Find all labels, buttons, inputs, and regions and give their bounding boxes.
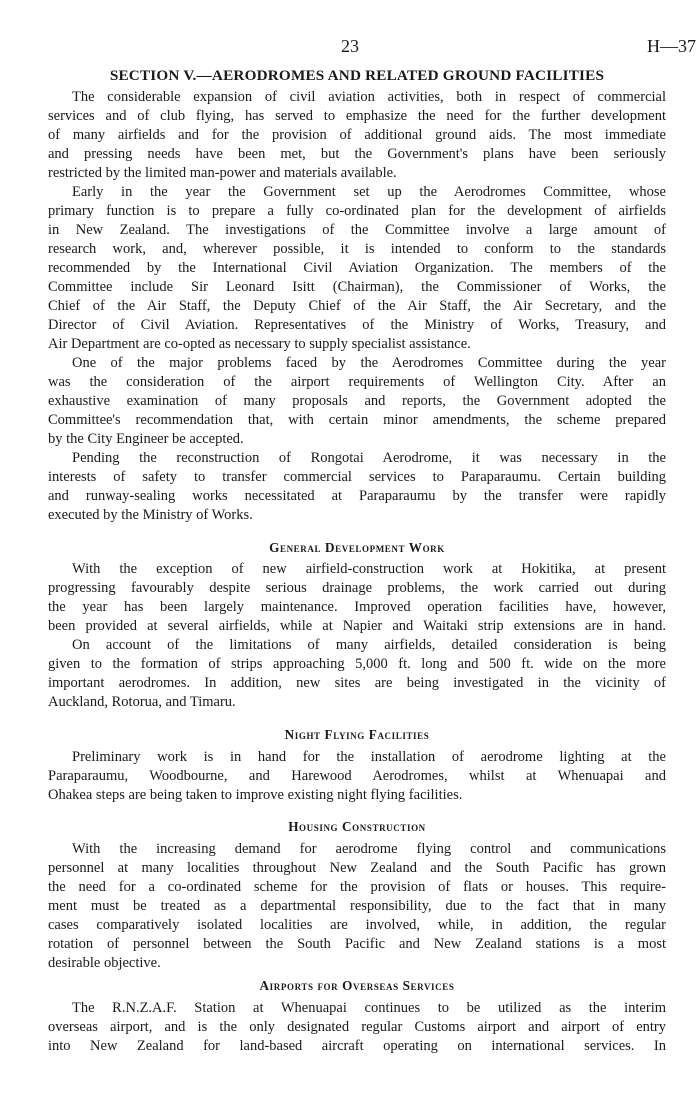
general-development-paragraph-2 bbox=[48, 636, 666, 712]
general-development-paragraph-1 bbox=[48, 560, 666, 636]
text-line: Preliminary work is in hand for the installation of aerodrome lighting at the bbox=[72, 749, 666, 765]
text-line: Director of Civil Aviation. Representatives of the Ministry of Works, Treasury, and bbox=[48, 317, 666, 333]
text-line: restricted by the limited man-power and materials available. bbox=[48, 165, 397, 181]
text-line: Committee include Sir Leonard Isitt (Chairman), the Commissioner of Works, the bbox=[48, 279, 666, 295]
page-header bbox=[48, 0, 696, 56]
text-line: and pressing needs have been met, but the Government's plans have been seriously bbox=[48, 146, 666, 162]
text-line: personnel at many localities throughout New Zealand and the South Pacific has grown bbox=[48, 860, 666, 876]
subheading-housing: Housing Construction bbox=[288, 819, 426, 834]
text-line: Early in the year the Government set up the Aerodromes Committee, whose bbox=[72, 184, 666, 200]
text-line: Paraparaumu, Woodbourne, and Harewood Aerodromes, whilst at Whenuapai and bbox=[48, 768, 666, 784]
text-line: recommended by the International Civil Aviation Organization. The members of the bbox=[48, 260, 666, 276]
night-flying-paragraph bbox=[48, 748, 666, 805]
text-line: Chief of the Air Staff, the Deputy Chief of the Air Staff, the Air Secretary, and the bbox=[48, 298, 666, 314]
intro-paragraph-2 bbox=[48, 183, 666, 354]
text-line: One of the major problems faced by the Aerodromes Committee during the year bbox=[72, 355, 666, 371]
text-line: Pending the reconstruction of Rongotai Aerodrome, it was necessary in the bbox=[72, 450, 666, 466]
text-line: overseas airport, and is the only designated regular Customs airport and airport of entry bbox=[48, 1019, 666, 1035]
subheading-general-development: General Development Work bbox=[269, 540, 445, 555]
text-line: into New Zealand for land-based aircraft operating on international services. In bbox=[48, 1038, 666, 1054]
page-number: 23 bbox=[341, 36, 359, 56]
text-line: exhaustive examination of many proposals and reports, the Government adopted the bbox=[48, 393, 666, 409]
document-code: H—37 bbox=[647, 36, 696, 56]
text-line: of many airfields and for the provision of additional ground aids. The most immediate bbox=[48, 127, 666, 143]
intro-paragraph-3 bbox=[48, 354, 666, 449]
text-line: desirable objective. bbox=[48, 955, 161, 971]
document-page bbox=[48, 0, 696, 1056]
text-line: primary function is to prepare a fully co-ordinated plan for the development of airfields bbox=[48, 203, 666, 219]
text-line: the need for a co-ordinated scheme for the provision of flats or houses. This require- bbox=[48, 879, 666, 895]
housing-paragraph bbox=[48, 840, 666, 973]
text-line: the year has been largely maintenance. Improved operation facilities have, however, bbox=[48, 599, 666, 615]
section-title: SECTION V.—AERODROMES AND RELATED GROUND FACILITIES bbox=[109, 67, 605, 84]
text-line: was the consideration of the airport requirements of Wellington City. After an bbox=[48, 374, 666, 390]
text-line: been provided at several airfields, while at Napier and Waitaki strip extensions are in hand. bbox=[48, 618, 666, 634]
text-line: Air Department are co-opted as necessary to supply specialist assistance. bbox=[48, 336, 471, 352]
text-line: and runway-sealing works necessitated at Paraparaumu by the transfer were rapidly bbox=[48, 488, 666, 504]
text-line: ment must be treated as a departmental responsibility, due to the fact that in many bbox=[48, 898, 666, 914]
airports-paragraph bbox=[48, 999, 666, 1056]
text-line: On account of the limitations of many airfields, detailed consideration is being bbox=[72, 637, 666, 653]
text-line: important aerodromes. In addition, new sites are being investigated in the vicinity of bbox=[48, 675, 666, 691]
text-line: Committee's recommendation that, with certain minor amendments, the scheme prepared bbox=[48, 412, 666, 428]
text-line: progressing favourably despite serious drainage problems, the work carried out during bbox=[48, 580, 666, 596]
intro-paragraph-4 bbox=[48, 449, 666, 525]
text-line: executed by the Ministry of Works. bbox=[48, 507, 253, 523]
subheading-night-flying: Night Flying Facilities bbox=[284, 727, 430, 742]
text-line: With the exception of new airfield-construction work at Hokitika, at present bbox=[72, 561, 666, 577]
text-line: given to the formation of strips approaching 5,000 ft. long and 500 ft. wide on the more bbox=[48, 656, 666, 672]
text-line: Auckland, Rotorua, and Timaru. bbox=[48, 694, 236, 710]
text-line: rotation of personnel between the South Pacific and New Zealand stations is a most bbox=[48, 936, 666, 952]
text-line: in New Zealand. The investigations of the Committee involve a large amount of bbox=[48, 222, 666, 238]
text-line: cases comparatively isolated localities are involved, while, in addition, the regular bbox=[48, 917, 666, 933]
subheading-airports-overseas: Airports for Overseas Services bbox=[259, 978, 455, 993]
text-line: services and of club flying, has served to emphasize the need for the further development bbox=[48, 108, 666, 124]
text-line: by the City Engineer be accepted. bbox=[48, 431, 244, 447]
text-line: research work, and, wherever possible, it is intended to conform to the standards bbox=[48, 241, 666, 257]
text-line: Ohakea steps are being taken to improve existing night flying facilities. bbox=[48, 787, 463, 803]
text-line: interests of safety to transfer commercial services to Paraparaumu. Certain building bbox=[48, 469, 666, 485]
intro-paragraph-1 bbox=[48, 88, 666, 183]
text-line: The considerable expansion of civil aviation activities, both in respect of commercial bbox=[72, 89, 666, 105]
text-line: With the increasing demand for aerodrome flying control and communications bbox=[72, 841, 666, 857]
text-line: The R.N.Z.A.F. Station at Whenuapai continues to be utilized as the interim bbox=[72, 1000, 666, 1016]
